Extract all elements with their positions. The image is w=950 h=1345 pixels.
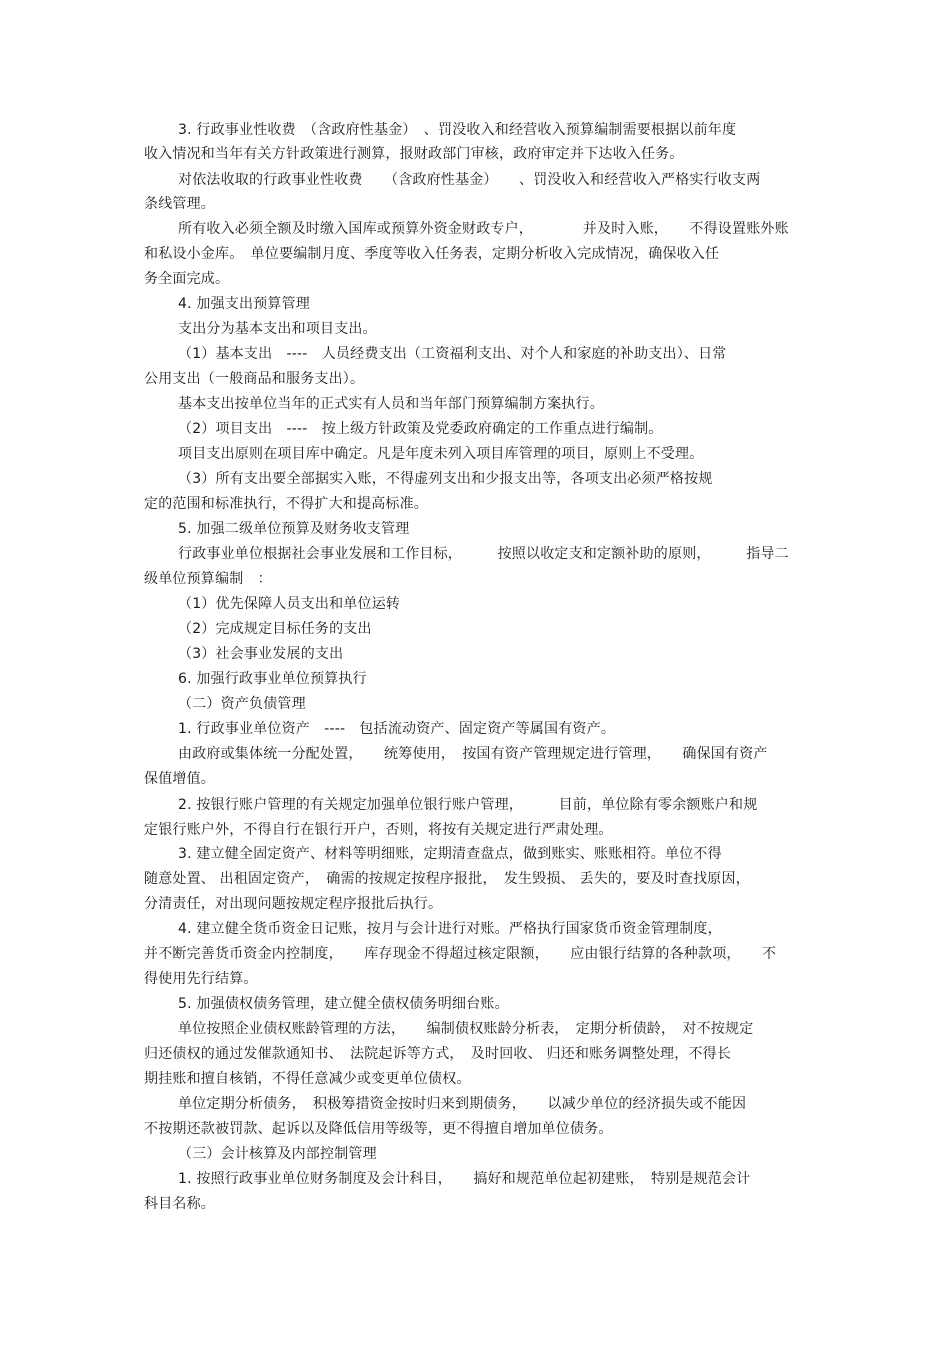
text-line: 得使用先行结算。 [144,971,258,987]
text-line: 条线管理。 [144,196,215,212]
text-line: 2. 按银行账户管理的有关规定加强单位银行账户管理， 目前，单位除有零余额账户和规 [178,797,758,813]
text-line: 并不断完善货币资金内控制度， 库存现金不得超过核定限额， 应由银行结算的各种款项， 不 [144,946,777,962]
text-line: 和私设小金库。 单位要编制月度、季度等收入任务表，定期分析收入完成情况，确保收入任 [144,246,720,262]
list-item: （2）完成规定目标任务的支出 [178,621,372,637]
section-heading: 6. 加强行政事业单位预算执行 [178,671,367,687]
text-line: 科目名称。 [144,1196,215,1212]
text-line: 单位定期分析债务， 积极筹措资金按时归来到期债务， 以减少单位的经济损失或不能因 [178,1096,747,1112]
section-heading: 5. 加强二级单位预算及财务收支管理 [178,521,410,537]
list-item: （1）优先保障人员支出和单位运转 [178,596,401,612]
text-line: 项目支出原则在项目库中确定。凡是年度未列入项目库管理的项目，原则上不受理。 [178,446,704,462]
text-line: 级单位预算编制 ： [144,571,272,587]
list-item: （3）社会事业发展的支出 [178,646,344,662]
text-line: 1. 行政事业单位资产 ---- 包括流动资产、固定资产等属国有资产。 [178,721,616,737]
text-line: 5. 加强债权债务管理，建立健全债权债务明细台账。 [178,996,509,1012]
text-line: 4. 建立健全货币资金日记账，按月与会计进行对账。严格执行国家货币资金管理制度， [178,921,722,937]
text-line: 公用支出（一般商品和服务支出）。 [144,371,365,387]
text-line: 对依法收取的行政事业性收费 （含政府性基金） 、罚没收入和经营收入严格实行收支两 [178,172,761,188]
text-line: 基本支出按单位当年的正式实有人员和当年部门预算编制方案执行。 [178,396,604,412]
text-line: 不按期还款被罚款、起诉以及降低信用等级等，更不得擅自增加单位债务。 [144,1121,613,1137]
text-line: 定银行账户外，不得自行在银行开户，否则，将按有关规定进行严肃处理。 [144,822,613,838]
text-line: 支出分为基本支出和项目支出。 [178,321,377,337]
text-line: 1. 按照行政事业单位财务制度及会计科目， 搞好和规范单位起初建账， 特别是规范会计 [178,1171,751,1187]
text-line: 3. 行政事业性收费 （含政府性基金） 、罚没收入和经营收入预算编制需要根据以前年度 [178,122,737,138]
text-line: 单位按照企业债权账龄管理的方法， 编制债权账龄分析表， 定期分析债龄， 对不按规定 [178,1021,754,1037]
text-line: 期挂账和擅自核销，不得任意减少或变更单位债权。 [144,1071,471,1087]
text-line: （1）基本支出 ---- 人员经费支出（工资福利支出、对个人和家庭的补助支出）、日常 [178,346,727,362]
text-line: 随意处置、 出租固定资产， 确需的按规定按程序报批， 发生毁损、 丢失的，要及时查找原因， [144,871,750,887]
text-line: 归还债权的通过发催款通知书、 法院起诉等方式， 及时回收、 归还和账务调整处理，不得长 [144,1046,732,1062]
text-line: 由政府或集体统一分配处置， 统筹使用， 按国有资产管理规定进行管理， 确保国有资产 [178,746,768,762]
text-line: （3）所有支出要全部据实入账，不得虚列支出和少报支出等，各项支出必须严格按规 [178,471,713,487]
section-heading: （二）资产负债管理 [178,696,306,712]
text-line: 分清责任，对出现问题按规定程序报批后执行。 [144,896,443,912]
section-heading: 4. 加强支出预算管理 [178,296,311,312]
text-line: 务全面完成。 [144,271,230,287]
text-line: 保值增值。 [144,771,215,787]
section-heading: （三）会计核算及内部控制管理 [178,1146,377,1162]
text-line: 收入情况和当年有关方针政策进行测算，报财政部门审核，政府审定并下达收入任务。 [144,146,684,162]
text-line: （2）项目支出 ---- 按上级方针政策及党委政府确定的工作重点进行编制。 [178,421,663,437]
text-line: 3. 建立健全固定资产、材料等明细账，定期清查盘点，做到账实、账账相符。单位不得 [178,846,722,862]
text-line: 行政事业单位根据社会事业发展和工作目标， 按照以收定支和定额补助的原则， 指导二 [178,546,789,562]
text-line: 定的范围和标准执行，不得扩大和提高标准。 [144,496,428,512]
text-line: 所有收入必须全额及时缴入国库或预算外资金财政专户， 并及时入账， 不得设置账外账 [178,221,789,237]
